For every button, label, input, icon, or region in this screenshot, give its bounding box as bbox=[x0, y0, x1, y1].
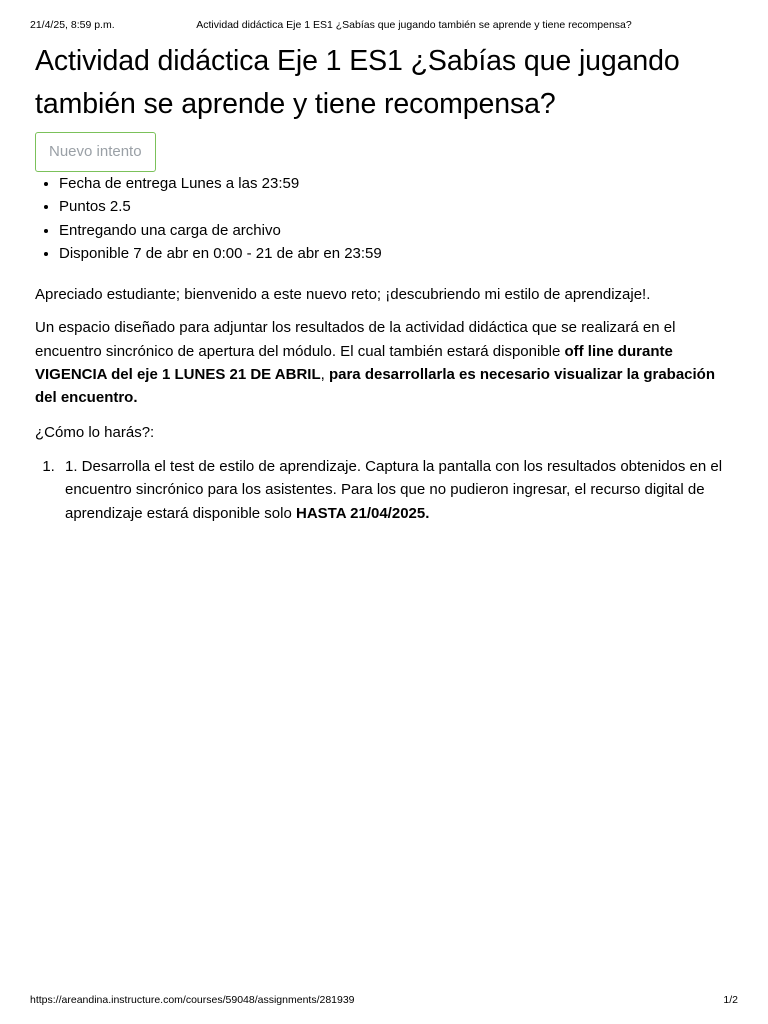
steps-list bbox=[35, 455, 731, 525]
greeting-paragraph: Apreciado estudiante; bienvenido a este nuevo reto; ¡descubriendo mi estilo de aprendizaje!. bbox=[35, 286, 651, 304]
new-attempt-button[interactable]: Nuevo intento bbox=[35, 132, 156, 172]
print-document-title: Actividad didáctica Eje 1 ES1 ¿Sabías que jugando también se aprende y tiene recompensa? bbox=[196, 19, 632, 31]
detail-due-date: • Fecha de entrega Lunes a las 23:59 bbox=[59, 172, 731, 195]
assignment-title: Actividad didáctica Eje 1 ES1 ¿Sabías que jugando también se aprende y tiene recompensa? bbox=[35, 45, 680, 120]
description-bold-recording: para desarrollarla es necesario visualizar la grabación del encuentro. bbox=[35, 366, 715, 407]
description-bold-offline: off line durante VIGENCIA del eje 1 LUNES 21 DE ABRIL bbox=[35, 342, 673, 384]
step-deadline: HASTA 21/04/2025. bbox=[295, 504, 430, 522]
print-header bbox=[30, 18, 738, 32]
assignment-content bbox=[35, 40, 731, 525]
description-text: Un espacio diseñado para adjuntar los resultados de la actividad didáctica que se realizará en el encuentro sincrónico de apertura del módulo. El cual también estará disponible bbox=[35, 319, 676, 360]
assignment-details-list bbox=[35, 172, 731, 265]
description-separator: , bbox=[320, 366, 329, 384]
detail-points: • Puntos 2.5 bbox=[59, 195, 731, 218]
page-number: 1/2 bbox=[723, 994, 738, 1006]
description-paragraph bbox=[35, 316, 731, 409]
detail-availability: • Disponible 7 de abr en 0:00 - 21 de abr en 23:59 bbox=[59, 242, 731, 265]
detail-submission-type: • Entregando una carga de archivo bbox=[59, 219, 731, 242]
print-date: 21/4/25, 8:59 p.m. bbox=[30, 19, 115, 31]
print-footer bbox=[30, 993, 738, 1007]
page-url: https://areandina.instructure.com/courses/59048/assignments/281939 bbox=[30, 994, 355, 1006]
step-text: 1. Desarrolla el test de estilo de aprendizaje. Captura la pantalla con los resultados obtenidos en el encuentro sincrónico para los asistentes. Para los que no pudieron ingresar, el recurso digital de aprendizaje estará disponible solo bbox=[65, 457, 723, 522]
how-question: ¿Cómo lo harás?: bbox=[35, 423, 155, 441]
step-item bbox=[59, 455, 731, 525]
